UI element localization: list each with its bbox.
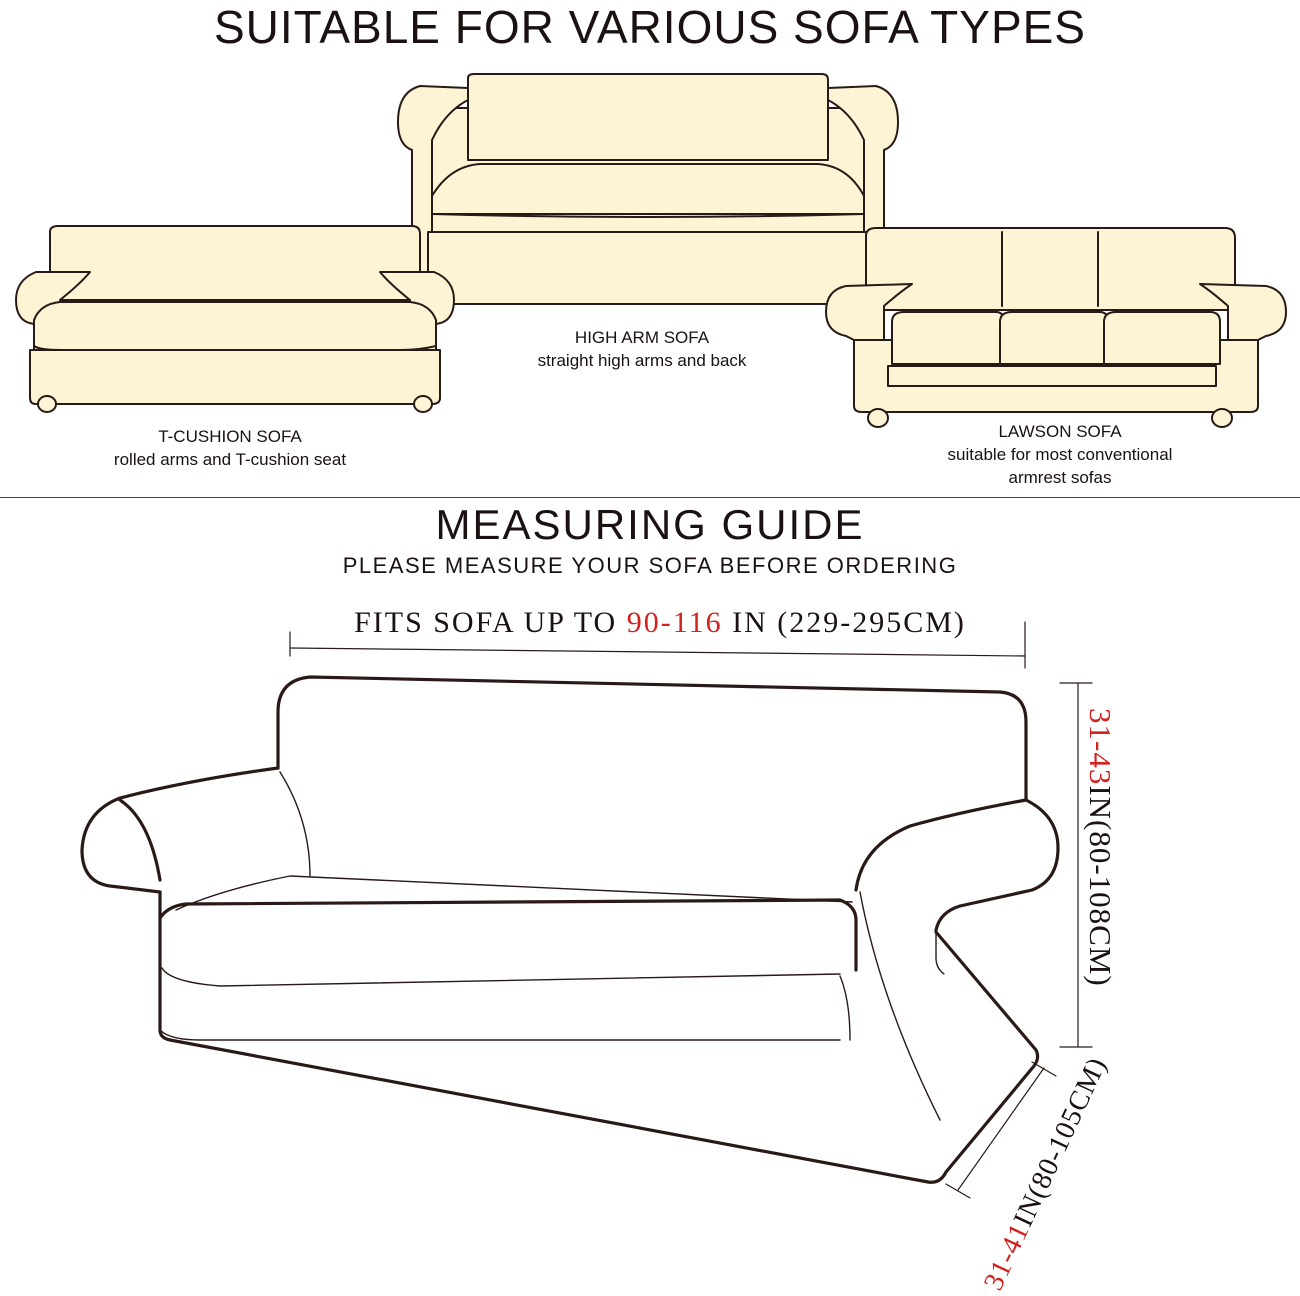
depth-range: 31-41 bbox=[978, 1218, 1036, 1296]
height-suffix: IN(80-108CM) bbox=[1083, 785, 1118, 987]
height-range: 31-43 bbox=[1083, 708, 1118, 786]
width-suffix: IN (229-295CM) bbox=[722, 606, 966, 639]
t-cushion-name: T-CUSHION SOFA bbox=[158, 427, 302, 446]
width-dimension-line bbox=[290, 622, 1025, 668]
width-prefix: FITS SOFA UP TO bbox=[354, 606, 627, 639]
page-title: SUITABLE FOR VARIOUS SOFA TYPES bbox=[213, 1, 1086, 53]
t-cushion-desc: rolled arms and T-cushion seat bbox=[113, 450, 347, 469]
width-range: 90-116 bbox=[626, 606, 723, 639]
high-arm-name: HIGH ARM SOFA bbox=[574, 328, 710, 347]
measuring-guide-title: MEASURING GUIDE bbox=[435, 501, 865, 548]
lawson-desc-line1: suitable for most conventional bbox=[947, 445, 1173, 464]
high-arm-desc: straight high arms and back bbox=[537, 351, 747, 370]
lawson-name: LAWSON SOFA bbox=[998, 422, 1122, 441]
measuring-guide-subtitle: PLEASE MEASURE YOUR SOFA BEFORE ORDERING bbox=[342, 553, 958, 578]
sofa-detail-lines bbox=[160, 772, 944, 1120]
height-measurement-label bbox=[1082, 708, 1118, 987]
lawson-desc-line2: armrest sofas bbox=[1008, 468, 1112, 487]
depth-suffix: IN(80-105CM) bbox=[1007, 1052, 1114, 1232]
sofa-outline bbox=[82, 677, 1058, 1182]
